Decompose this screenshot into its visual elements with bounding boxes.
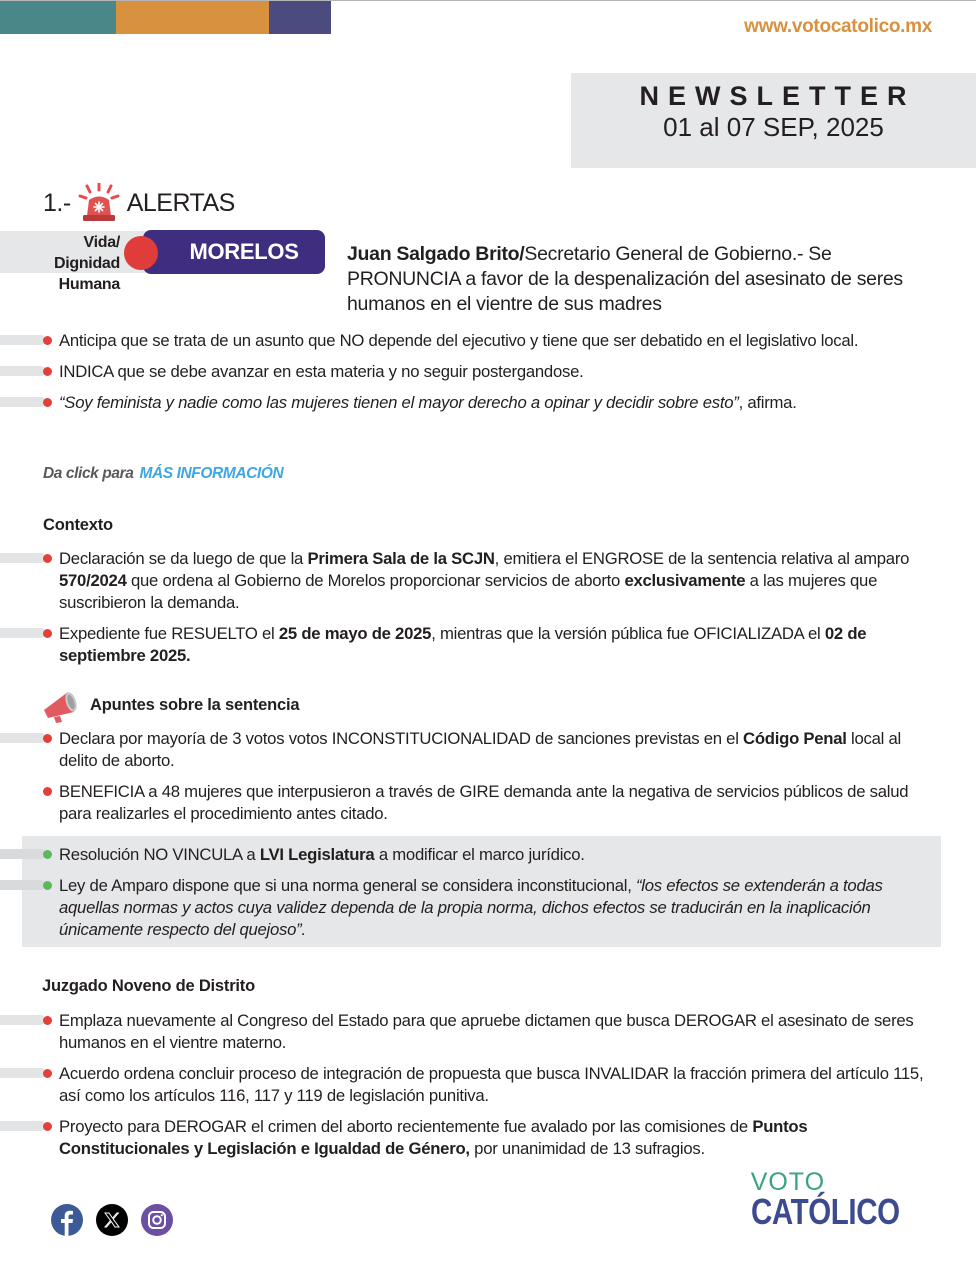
bullet-text: BENEFICIA a 48 mujeres que interpusieron a través de GIRE demanda ante la negativa de servicios públicos de salud para realizarles el procedimiento antes citado. [59, 782, 909, 823]
bullet-text: a las mujeres que suscribieron la demanda. [59, 571, 878, 612]
bullet-text: INDICA que se debe avanzar en esta materia y no seguir postergandose. [59, 362, 584, 381]
site-url-link[interactable]: www.votocatolico.mx [744, 16, 932, 37]
highlight-bullets [0, 844, 976, 950]
newsletter-title: NEWSLETTER [639, 81, 916, 111]
bullet-bold: exclusivamente [624, 571, 746, 590]
bullet-dot [43, 1069, 52, 1078]
contexto-bullets [0, 548, 976, 676]
bullet-text: local al delito de aborto. [59, 729, 902, 770]
bullet-bold: 02 de septiembre 2025. [59, 624, 867, 665]
lead-text: Secretario General de Gobierno.- Se PRONUNCIA a favor de la despenalización del asesinato de seres humanos en el vientre de sus madres [347, 243, 903, 315]
facebook-icon[interactable] [51, 1204, 83, 1236]
more-info-link[interactable]: MÁS INFORMACIÓN [139, 465, 284, 482]
quote-text: “los efectos se extenderán a todas aquellas normas y actos cuya validez dependa de la propia norma, dichos efectos se traducirán en la inaplicación únicamente respecto del quejoso”. [59, 876, 883, 939]
bullet-text: Ley de Amparo dispone que si una norma general se considera inconstitucional, [59, 876, 636, 895]
bullet-dot [43, 398, 52, 407]
bullet-bold: Código Penal [743, 729, 847, 748]
list-item [0, 623, 976, 667]
strip-orange [116, 1, 269, 34]
section-number: 1.- [43, 188, 71, 217]
bullet-text: Resolución NO VINCULA a [59, 845, 260, 864]
strip-purple [269, 1, 331, 34]
bullet-dot [43, 367, 52, 376]
list-item [0, 392, 976, 414]
bullet-bold: 25 de mayo de 2025 [278, 624, 432, 643]
apuntes-bullets [0, 728, 976, 834]
bullet-text: a modificar el marco jurídico. [374, 845, 585, 864]
list-item [0, 548, 976, 614]
category-label [0, 232, 120, 295]
list-item [0, 781, 976, 825]
bullet-text: , emitiera el ENGROSE de la sentencia relativa al amparo [494, 549, 910, 568]
bullet-bar [0, 733, 46, 743]
category-line: Humana [58, 276, 120, 293]
quote-text: “Soy feminista y nadie como las mujeres tienen el mayor derecho a opinar y decidir sobre esto” [59, 393, 739, 412]
bullet-bar [0, 628, 46, 638]
instagram-icon[interactable] [141, 1204, 173, 1236]
contexto-heading: Contexto [43, 516, 113, 534]
list-item [0, 1116, 976, 1160]
bullet-bar [0, 880, 46, 890]
juzgado-heading: Juzgado Noveno de Distrito [42, 977, 255, 995]
bullet-dot [43, 1016, 52, 1025]
bullet-bar [0, 849, 46, 859]
bullet-dot [43, 734, 52, 743]
list-item [0, 875, 976, 941]
apuntes-heading: Apuntes sobre la sentencia [90, 696, 300, 714]
section-heading [43, 183, 235, 223]
bullet-bold: Puntos Constitucionales y Legislación e Igualdad de Género, [59, 1117, 808, 1158]
bullet-text: Emplaza nuevamente al Congreso del Estado para que apruebe dictamen que busca DEROGAR el asesinato de seres humanos en el vientre materno. [59, 1011, 914, 1052]
bullet-dot [43, 1122, 52, 1131]
bullet-text: Declaración se da luego de que la [59, 549, 308, 568]
bullet-bar [0, 1068, 46, 1078]
more-info [43, 465, 283, 483]
bullet-bar [0, 335, 46, 345]
alert-dot [124, 236, 158, 270]
bullet-bold: 570/2024 [59, 571, 127, 590]
newsletter-box [571, 73, 976, 168]
list-item [0, 1010, 976, 1054]
more-info-label: Da click para [43, 465, 134, 482]
bullet-text: Anticipa que se trata de un asunto que NO depende del ejecutivo y tiene que ser debatido en el legislativo local. [59, 331, 859, 350]
section-title: ALERTAS [126, 188, 235, 217]
bullet-text: que ordena al Gobierno de Morelos proporcionar servicios de aborto [126, 571, 625, 590]
list-item [0, 1063, 976, 1107]
bullet-bold: Primera Sala de la SCJN [307, 549, 495, 568]
bullet-dot [43, 850, 52, 859]
x-icon[interactable] [96, 1204, 128, 1236]
newsletter-date: 01 al 07 SEP, 2025 [663, 112, 884, 142]
bullet-text: Expediente fue RESUELTO el [59, 624, 279, 643]
bullet-bar [0, 1121, 46, 1131]
state-badge: MORELOS [143, 230, 325, 274]
bullet-dot [43, 787, 52, 796]
strip-teal [0, 1, 116, 34]
alert-lead [347, 242, 927, 317]
bullet-text: , mientras que la versión pública fue OFICIALIZADA el [431, 624, 825, 643]
list-item [0, 844, 976, 866]
megaphone-icon [40, 688, 82, 724]
category-line: Vida/ [83, 234, 120, 251]
bullet-dot [43, 881, 52, 890]
bullet-text: Declara por mayoría de 3 votos votos INCONSTITUCIONALIDAD de sanciones previstas en el [59, 729, 744, 748]
bullet-dot [43, 336, 52, 345]
voto-catolico-logo [751, 1170, 932, 1230]
list-item [0, 361, 976, 383]
bullet-dot [43, 629, 52, 638]
bullet-dot [43, 554, 52, 563]
bullet-bar [0, 397, 46, 407]
bullet-text: por unanimidad de 13 sufragios. [469, 1139, 705, 1158]
lead-subject: Juan Salgado Brito/ [347, 243, 525, 265]
bullet-bold: LVI Legislatura [259, 845, 375, 864]
list-item [0, 330, 976, 352]
juzgado-bullets [0, 1010, 976, 1169]
main-bullets [0, 330, 976, 423]
bullet-text: Proyecto para DEROGAR el crimen del aborto recientemente fue avalado por las comisiones de [59, 1117, 753, 1136]
bullet-bar [0, 553, 46, 563]
list-item [0, 728, 976, 772]
siren-icon [77, 183, 121, 223]
header-color-strip [0, 1, 331, 34]
logo-bottom-text: CATÓLICO [750, 1191, 900, 1232]
logo-top-text: VOTO [750, 1168, 826, 1196]
bullet-text: , afirma. [738, 393, 797, 412]
category-line: Dignidad [53, 255, 120, 272]
bullet-bar [0, 1015, 46, 1025]
bullet-text: Acuerdo ordena concluir proceso de integración de propuesta que busca INVALIDAR la fracción primera del artículo 115, así como los artículos 116, 117 y 119 de legislación punitiva. [59, 1064, 924, 1105]
bullet-bar [0, 366, 46, 376]
social-links [51, 1204, 173, 1236]
